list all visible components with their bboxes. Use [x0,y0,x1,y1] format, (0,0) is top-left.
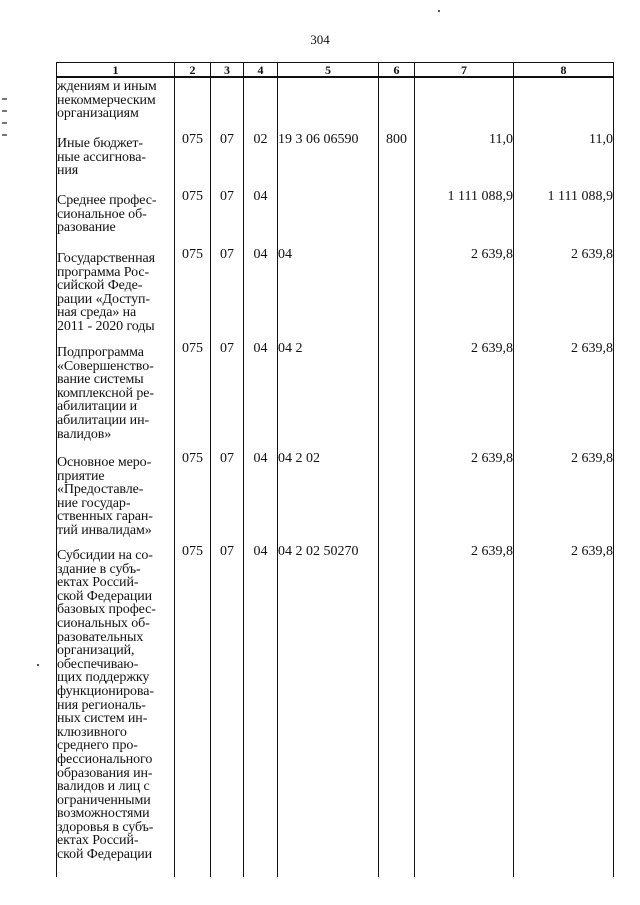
expense-type-cell [379,247,415,341]
target-article-cell: 04 2 [278,341,379,451]
amount-cell: 2 639,8 [415,341,514,451]
row-name-line: Субсидии на со- [57,548,153,563]
amount-cell: 2 639,8 [514,341,614,451]
amount-cell: 2 639,8 [415,451,514,544]
row-name-line: «Совершенство- [57,358,154,374]
row-name-line: вание системы [57,372,144,388]
row-name-line: ской Федерации [57,588,153,604]
row-name-line: возможностями [57,806,150,822]
row-name-line: программа Рос- [57,264,150,280]
target-article-cell [278,77,379,132]
row-name-cell [57,189,175,247]
subsection-code-cell: 04 [244,341,278,451]
scan-mark [2,110,7,112]
header-cell: 2 [175,63,211,78]
ministry-code-cell [175,77,211,132]
section-code-cell: 07 [211,341,244,451]
subsection-code-cell: 04 [244,451,278,544]
row-name-cell [57,247,175,341]
budget-table [56,62,614,877]
expense-type-cell [379,451,415,544]
row-name-line: сиональных об- [57,615,150,631]
row-name-line: фессионального [57,751,153,767]
section-code-cell: 07 [211,451,244,544]
header-cell: 1 [57,63,175,78]
header-cell: 7 [415,63,514,78]
subsection-code-cell: 04 [244,247,278,341]
scan-mark [2,122,7,124]
expense-type-cell [379,189,415,247]
page-number: 304 [310,32,330,47]
row-name-line: Основное меро- [57,455,152,470]
subsection-code-cell: 02 [244,132,278,189]
row-name-line: ственных гаран- [57,509,153,525]
amount-cell [415,77,514,132]
table-row [57,247,614,341]
row-name-line: 2011 - 2020 годы [57,318,155,334]
row-name-line: базовых профес- [57,602,156,618]
target-article-cell: 04 [278,247,379,341]
scan-mark [2,134,7,136]
row-name-line: ния [57,163,79,179]
table-row [57,77,614,132]
header-cell: 3 [211,63,244,78]
amount-cell [514,77,614,132]
row-name-line: щих поддержку [57,670,150,686]
row-name-line: «Предоставле- [57,482,144,498]
row-name-line: Среднее профес- [57,193,157,208]
table-row [57,451,614,544]
target-article-cell [278,189,379,247]
header-cell: 4 [244,63,278,78]
row-name-cell [57,451,175,544]
ministry-code-cell: 075 [175,544,211,877]
row-name-cell [57,544,175,877]
row-name-line: Подпрограмма [57,345,144,360]
row-name-line: ная среда» на [57,305,137,321]
row-name-line: обеспечиваю- [57,656,139,672]
row-name-line: сийской Феде- [57,278,143,294]
amount-cell: 11,0 [415,132,514,189]
amount-cell: 1 111 088,9 [514,189,614,247]
scan-edge-marks [2,98,8,146]
row-name-line: ектах Россий- [57,575,139,591]
row-name-line: ждениям и иным [57,79,157,94]
row-name-line: ограниченными [57,792,151,808]
target-article-cell: 19 3 06 06590 [278,132,379,189]
row-name-line: ные ассигнова- [57,149,146,165]
row-name-line: среднего про- [57,738,138,754]
row-name-cell [57,132,175,189]
expense-type-cell [379,77,415,132]
table-row [57,132,614,189]
section-code-cell: 07 [211,132,244,189]
row-name-line: ской Федерации [57,847,153,863]
amount-cell: 2 639,8 [514,544,614,877]
row-name-line: организациям [57,106,139,122]
section-code-cell: 07 [211,544,244,877]
ministry-code-cell: 075 [175,132,211,189]
expense-type-cell [379,341,415,451]
subsection-code-cell: 04 [244,189,278,247]
scan-mark [2,98,7,100]
target-article-cell: 04 2 02 50270 [278,544,379,877]
amount-cell: 11,0 [514,132,614,189]
row-name-line: тий инвалидам» [57,522,152,538]
row-name-line: валидов» [57,426,112,442]
section-code-cell: 07 [211,247,244,341]
row-name-line: комплексной ре- [57,385,154,401]
row-name-line: ектах Россий- [57,833,139,849]
amount-cell: 2 639,8 [514,247,614,341]
expense-type-cell: 800 [379,132,415,189]
row-name-line: некоммерческим [57,92,156,108]
row-name-cell [57,77,175,132]
section-code-cell: 07 [211,189,244,247]
row-name-line: приятие [57,468,105,484]
scan-speck [438,10,440,12]
ministry-code-cell: 075 [175,247,211,341]
subsection-code-cell [244,77,278,132]
amount-cell: 2 639,8 [415,247,514,341]
target-article-cell: 04 2 02 [278,451,379,544]
row-name-line: рации «Доступ- [57,291,150,307]
row-name-line: клюзивного [57,724,127,740]
row-name-line: ния региональ- [57,697,146,713]
row-name-line: Иные бюджет- [57,136,143,151]
row-name-line: образования ин- [57,765,153,781]
table-row [57,189,614,247]
amount-cell: 2 639,8 [415,544,514,877]
row-name-cell [57,341,175,451]
header-cell: 6 [379,63,415,78]
subsection-code-cell: 04 [244,544,278,877]
row-name-line: абилитации ин- [57,412,150,428]
table-row [57,341,614,451]
ministry-code-cell: 075 [175,341,211,451]
row-name-line: организаций, [57,643,135,659]
expense-type-cell [379,544,415,877]
ministry-code-cell: 075 [175,451,211,544]
row-name-line: здоровья в субъ- [57,819,154,835]
header-cell: 5 [278,63,379,78]
table-row [57,544,614,877]
row-name-line: ние государ- [57,495,131,511]
section-code-cell [211,77,244,132]
header-row [57,63,614,78]
row-name-line: валидов и лиц с [57,779,150,795]
row-name-line: разовательных [57,629,144,645]
scan-speck [37,664,39,666]
row-name-line: разование [57,220,116,236]
row-name-line: Государственная [57,251,155,266]
row-name-line: сиональное об- [57,206,147,222]
row-name-line: здание в субъ- [57,561,141,577]
header-cell: 8 [514,63,614,78]
amount-cell: 1 111 088,9 [415,189,514,247]
amount-cell: 2 639,8 [514,451,614,544]
row-name-line: ных систем ин- [57,711,148,727]
row-name-line: функционирова- [57,683,154,699]
row-name-line: абилитации и [57,399,138,415]
ministry-code-cell: 075 [175,189,211,247]
